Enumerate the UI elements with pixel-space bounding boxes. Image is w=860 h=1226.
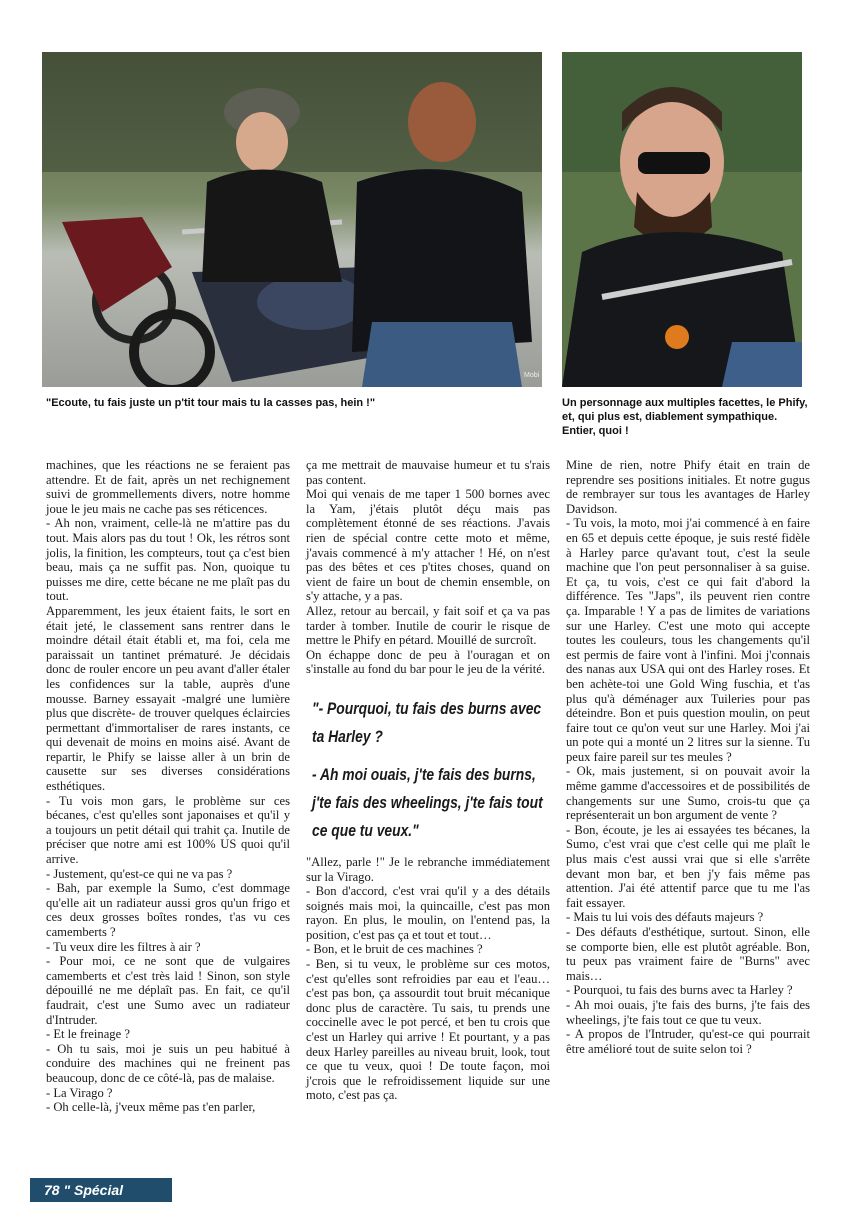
paragraph: - Et le freinage ? [46, 1027, 130, 1042]
paragraph: - Ben, si tu veux, le problème sur ces motos, c'est qu'elles sont refroidies par eau et l'eau… c'est pas bon, ça assourdit tout bruit mécanique donc plus de caractère. Tu sais, tu prends une coccinelle avec le pot percé, et ben tu crois que c'est un Harley qui arrive ! Et pourtant, y a pas deux Harley pareilles au niveau bruit, look, tout ce que tu veux, quoi ! De toute façon, moi j'crois que le refroidissement liquide sur une moto, c'est pas ça. [306, 957, 550, 1103]
paragraph: "Allez, parle !" Je le rebranche immédiatement sur la Virago. [306, 854, 550, 884]
pull-quote [306, 695, 550, 845]
paragraph: - Pour moi, ce ne sont que de vulgaires camemberts et c'est très laid ! Sinon, son style dépouillé ne me déplaît pas. En fait, ce qu'il faudrait, c'est une Sumo avec un radiateur d'Intruder. [46, 954, 290, 1027]
pull-quote-answer: - Ah moi ouais, j'te fais des burns, j'te fais des wheelings, j'te fais tout ce que tu veux." [312, 765, 543, 840]
paragraph: - Bah, par exemple la Sumo, c'est dommage qu'elle ait un radiateur aussi gros qu'un frigo et ces deux grosses boîtes rondes, t'as vu ces camemberts ? [46, 881, 290, 939]
left-photo-caption: "Ecoute, tu fais juste un p'tit tour mais tu la casses pas, hein !" [46, 397, 376, 409]
photo-two-bikers [42, 52, 542, 387]
paragraph: - Mais tu lui vois des défauts majeurs ? [566, 910, 764, 925]
paragraph: - A propos de l'Intruder, qu'est-ce qui pourrait être amélioré tout de suite selon toi ? [566, 1027, 810, 1056]
paragraph: - Bon, écoute, je les ai essayées tes bécanes, la Sumo, c'est vrai que c'est celle qui me plaît le plus mais c'est aussi vrai que si elle s'arrête devant mon bar, et ben j'y fais même pas attention. J'ai été attentif parce que tu me l'as fait essayer. [566, 822, 810, 910]
paragraph: - Pourquoi, tu fais des burns avec ta Harley ? [566, 983, 793, 998]
paragraph: - Ah moi ouais, j'te fais des burns, j'te fais des wheelings, j'te fais tout ce que tu veux. [566, 997, 810, 1027]
paragraph: - Tu vois mon gars, le problème sur ces bécanes, c'est qu'elles sont japonaises et qu'il y a toujours un petit détail qui trahit ça. Inutile de préciser que notre ami est 100% US quoi qu'il arrive. [46, 793, 290, 867]
paragraph: - Bon d'accord, c'est vrai qu'il y a des détails soignés mais moi, la quincaille, c'est pas mon rayon. En plus, le moulin, on l'entend pas, la position, c'est pas ça et tout et tout… [306, 884, 550, 942]
photo-two-bikers-image [42, 52, 542, 387]
paragraph: Mine de rien, notre Phify était en train de reprendre ses positions initiales. Et notre gugus de rembrayer sur tous les avantages de Harley Davidson. [566, 458, 810, 516]
paragraph: - Ah non, vraiment, celle-là ne m'attire pas du tout. Mais alors pas du tout ! Ok, les rétros sont jolis, la finition, les compteurs, tout ça c'est bien beau, mais ça ne suffit pas. Non, quoique tu puisses me dire, cette bécane ne me plaît pas du tout. [46, 516, 290, 604]
paragraph: - Tu veux dire les filtres à air ? [46, 939, 201, 954]
paragraph: On échappe donc de peu à l'ouragan et on s'installe au fond du bar pour le jeu de la vérité. [306, 647, 550, 677]
paragraph: - Des défauts d'esthétique, surtout. Sinon, elle se comporte bien, elle est plutôt agréable. Bon, tu peux pas vraiment faire de "Burns" avec mais… [566, 925, 810, 983]
paragraph: - Justement, qu'est-ce qui ne va pas ? [46, 866, 233, 881]
paragraph: machines, que les réactions ne se feraient pas attendre. Et de fait, après un net rechignement suivi de grommellements divers, notre homme joue le jeu mais ne cache pas ses réticences. [46, 458, 290, 516]
photo-credit: Mobi [524, 372, 540, 379]
page-folio: 78 " Spécial Vacances " [30, 1178, 172, 1202]
pull-quote-question: "- Pourquoi, tu fais des burns avec ta Harley ? [312, 699, 542, 746]
paragraph: - Oh celle-là, j'veux même pas t'en parler, [46, 1100, 256, 1115]
paragraph: ça me mettrait de mauvaise humeur et tu s'rais pas content. [306, 458, 550, 487]
text-column-2 [306, 458, 550, 1103]
right-photo-caption: Un personnage aux multiples facettes, le Phify, et, qui plus est, diablement sympathique. Entier, quoi ! [562, 397, 808, 437]
photo-phify-image [562, 52, 802, 387]
paragraph: - Bon, et le bruit de ces machines ? [306, 942, 483, 957]
paragraph: Moi qui venais de me taper 1 500 bornes avec la Yam, j'étais plutôt déçu mais pas complètement étonné de ses réactions. J'avais rien de spécial contre cette moto et même, j'avais commencé à m'y attacher ! Hé, on n'est pas des bêtes et ces p'tites choses, quand on vient de faire un bout de chemin ensemble, on s'y attache, y a pas. [306, 487, 550, 604]
text-column-1 [46, 458, 290, 1115]
paragraph: Allez, retour au bercail, y fait soif et ça va pas tarder à tomber. Inutile de courir le risque de mettre le Phify en pétard. Mouillé de surcroît. [306, 603, 550, 648]
paragraph: - Oh tu sais, moi je suis un peu habitué à conduire des machines qui ne freinent pas beaucoup, donc de ce côté-là, pas de malaise. [46, 1041, 290, 1085]
paragraph: Apparemment, les jeux étaient faits, le sort en était jeté, le classement sans rentrer dans le moindre détail était établi et, ma foi, cela me paraissait un tantinet prématuré. Je décidais donc de rouler encore un peu avant d'aller étaler les confidences sur la table, auprès d'une mousse. Barney essayait -malgré une lumière plus que discrète- de trouver quelques éclaircies permettant d'immortaliser de rares instants, ce qui devenait de moins en moins aisé. Avant de repartir, le Phify se laisse aller à un brin de causette sur ses diverses considérations esthétiques. [46, 603, 290, 794]
text-column-3 [566, 458, 810, 1056]
paragraph: - La Virago ? [46, 1085, 113, 1100]
paragraph: - Ok, mais justement, si on pouvait avoir la même gamme d'accessoires et de possibilités de changements sur une Sumo, crois-tu que ça représenterait un bon argument de vente ? [566, 764, 810, 823]
paragraph: - Tu vois, la moto, moi j'ai commencé à en faire en 65 et depuis cette époque, je suis resté fidèle à Harley parce qu'avant tout, c'est la seule machine que l'on peut personnaliser à sa guise. Et ça, tu vois, c'est ce qui fait d'abord la différence. Tes "Japs", ils peuvent rien contre ça. Imparable ! Y a pas de limites de variations sur une Harley. C'est une moto qui accepte toutes les couleurs, tous les changements qu'il est permis de faire vont à l'infini. Moi j'connais des nanas aux USA qui ont des Harley roses. Et ben achète-toi une Gold Wing fuschia, et t'as plus qu'à déménager aux Tuileries pour pas déteindre. Bon et puis question moulin, on peut faire tout ce qu'on veut sur une Harley. Moi j'ai un pote qui a monté un 2 litres sur la sienne. Tu peux faire pareil sur tes meules ? [566, 516, 810, 764]
photo-phify [562, 52, 802, 387]
